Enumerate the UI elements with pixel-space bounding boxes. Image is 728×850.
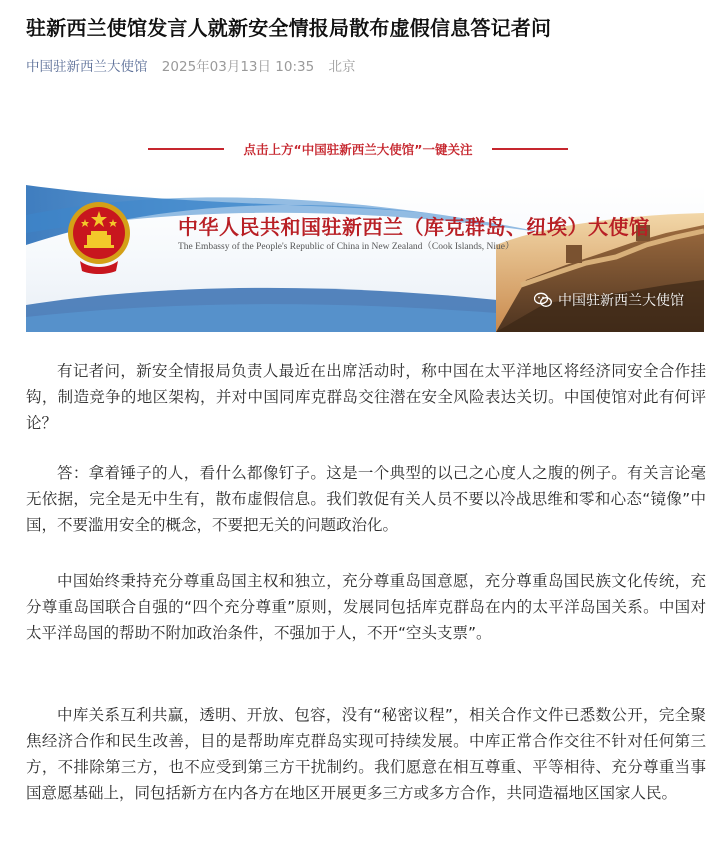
account-name-link[interactable]: 中国驻新西兰大使馆 [26,59,148,75]
wechat-icon [534,292,552,308]
article-paragraph: 有记者问，新安全情报局负责人最近在出席活动时，称中国在太平洋地区将经济同安全合作挂钩，制造竞争的地区架构，并对中国同库克群岛交往潜在安全风险表达关切。中国使馆对此有何评论？ [26,362,706,432]
article-paragraph: 中库关系互利共赢，透明、开放、包容，没有“秘密议程”，相关合作文件已悉数公开，完全聚焦经济合作和民生改善，目的是帮助库克群岛实现可持续发展。中库正常合作交往不针对任何第三方，不排除第三方，也不应受到第三方干扰制约。我们愿意在相互尊重、平等相待、充分尊重当事国意愿基础上，同包括新方在内各方在地区开展更多三方或多方合作，共同造福地区国家人民。 [26,706,706,802]
embassy-name-cn: 中华人民共和国驻新西兰（库克群岛、纽埃）大使馆 [178,215,650,239]
follow-divider-right [492,148,568,150]
follow-divider-left [148,148,224,150]
article-title: 驻新西兰使馆发言人就新安全情报局散布虚假信息答记者问 [26,16,552,40]
national-emblem-icon [66,197,132,275]
article-paragraph: 中国始终秉持充分尊重岛国主权和独立，充分尊重岛国意愿，充分尊重岛国民族文化传统，充分尊重岛国联合自强的“四个充分尊重”原则，发展同包括库克群岛在内的太平洋岛国关系。中国对太平洋岛国的帮助不附加政治条件，不强加于人，不开“空头支票”。 [26,572,706,642]
watermark-text: 中国驻新西兰大使馆 [558,293,684,309]
embassy-name-en: The Embassy of the People's Republic of China in New Zealand（Cook Islands, Niue） [178,242,515,252]
follow-prompt-banner [148,138,568,160]
article-paragraph: 答：拿着锤子的人，看什么都像钉子。这是一个典型的以己之心度人之腹的例子。有关言论毫无依据，完全是无中生有，散布虚假信息。我们敦促有关人员不要以冷战思维和零和心态“镜像”中国，不要滥用安全的概念，不要把无关的问题政治化。 [26,464,706,534]
publish-location: 北京 [328,59,356,75]
follow-prompt-text: 点击上方“中国驻新西兰大使馆”一键关注 [243,142,473,157]
banner-watermark [534,290,684,310]
embassy-banner-image [26,185,704,332]
publish-date: 2025年03月13日 10:35 [161,59,315,75]
article-meta [26,55,366,75]
